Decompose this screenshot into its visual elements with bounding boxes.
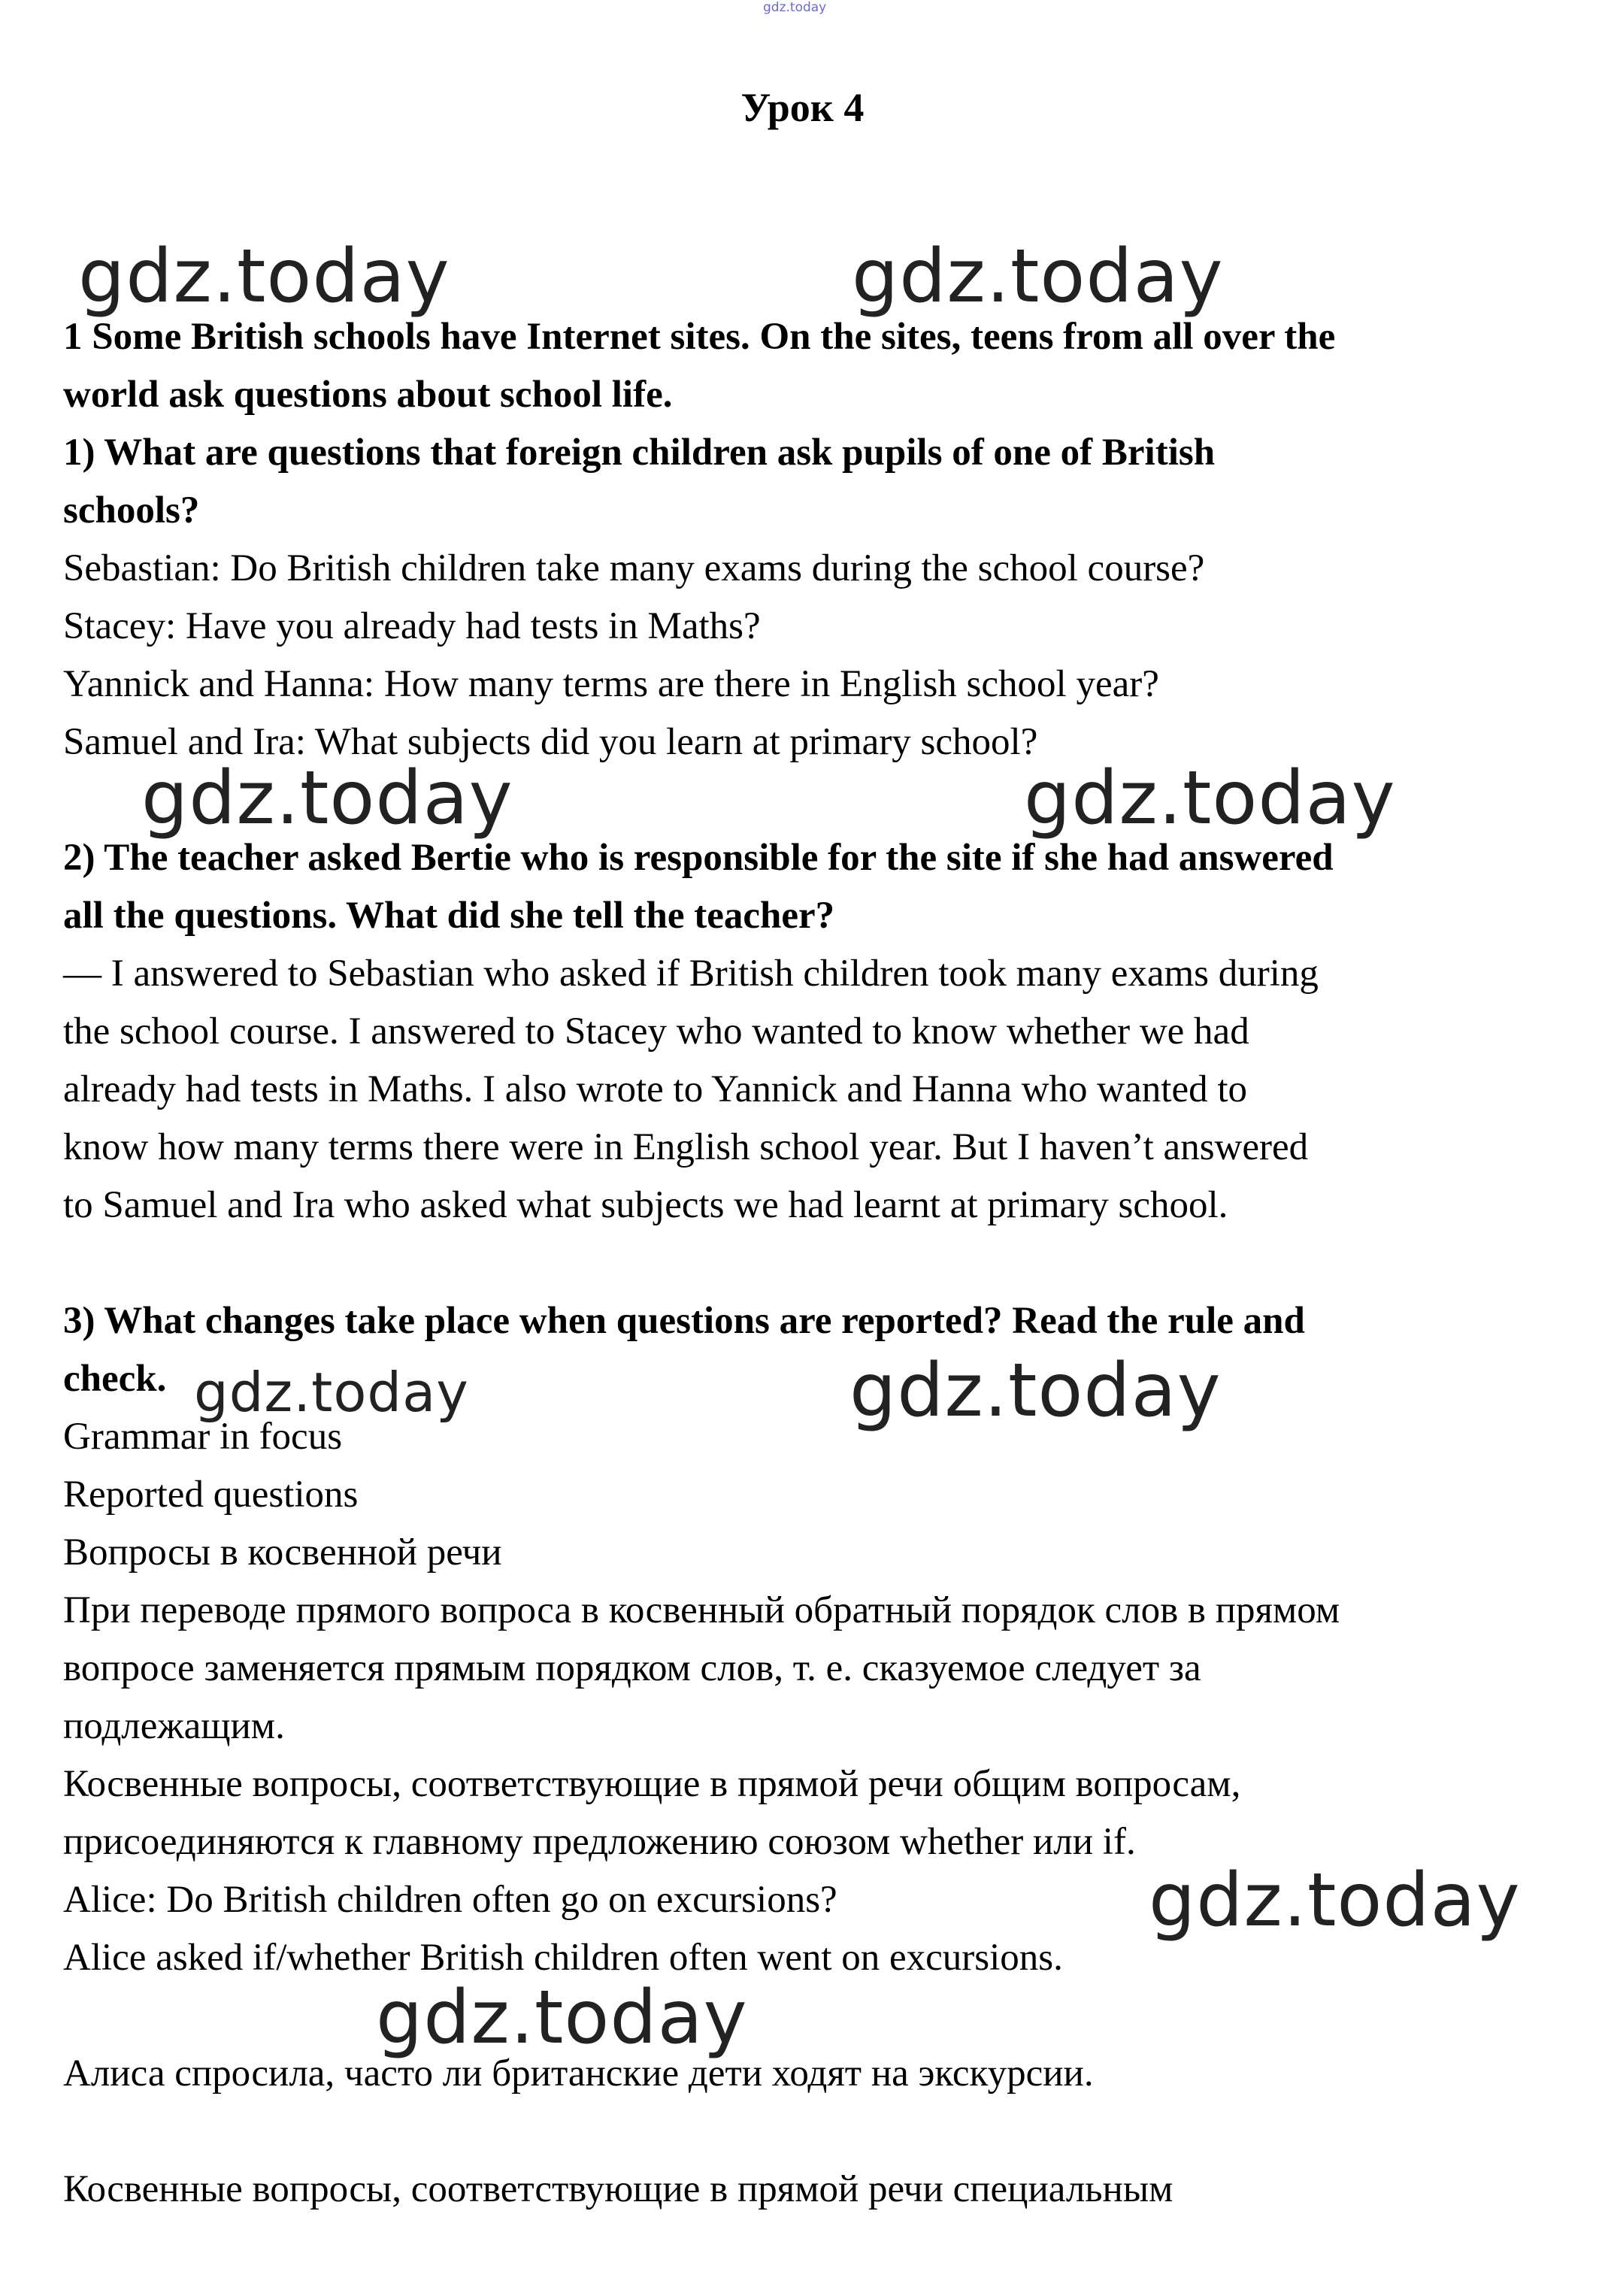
- answer-line: the school course. I answered to Stacey who wanted to know whether we had: [63, 1010, 1249, 1053]
- watermark: gdz.today: [194, 1361, 469, 1424]
- watermark: gdz.today: [852, 234, 1224, 320]
- section-label-reported: Reported questions: [63, 1474, 359, 1516]
- task-1-heading-line-2: world ask questions about school life.: [63, 374, 673, 416]
- example-reported: Alice asked if/whether British children often went on excursions.: [63, 1937, 1063, 1979]
- task-1-1-heading-line-2: schools?: [63, 489, 200, 532]
- answer-line: know how many terms there were in English school year. But I haven’t answered: [63, 1126, 1309, 1168]
- question-samuel-ira: Samuel and Ira: What subjects did you learn at primary school?: [63, 721, 1038, 763]
- section-label-russian: Вопросы в косвенной речи: [63, 1531, 502, 1574]
- rule-text-line: Косвенные вопросы, соответствующие в прямой речи специальным: [63, 2168, 1173, 2210]
- watermark: gdz.today: [1024, 756, 1396, 841]
- watermark: gdz.today: [849, 1348, 1222, 1434]
- rule-text-line: подлежащим.: [63, 1705, 285, 1747]
- rule-text-line: вопросе заменяется прямым порядком слов, т. е. сказуемое следует за: [63, 1647, 1201, 1689]
- task-3-heading-line-2: check.: [63, 1358, 167, 1400]
- task-1-1-heading-line-1: 1) What are questions that foreign children ask pupils of one of British: [63, 432, 1216, 474]
- answer-line: already had tests in Maths. I also wrote to Yannick and Hanna who wanted to: [63, 1068, 1247, 1110]
- rule-text-line: Косвенные вопросы, соответствующие в прямой речи общим вопросам,: [63, 1763, 1241, 1805]
- example-direct: Alice: Do British children often go on excursions?: [63, 1879, 837, 1921]
- question-stacey: Stacey: Have you already had tests in Maths?: [63, 605, 761, 647]
- watermark: gdz.today: [141, 756, 513, 841]
- watermark: gdz.today: [1149, 1858, 1521, 1943]
- watermark: gdz.today: [376, 1975, 748, 2061]
- answer-line: — I answered to Sebastian who asked if British children took many exams during: [63, 953, 1319, 995]
- rule-text-line: При переводе прямого вопроса в косвенный обратный порядок слов в прямом: [63, 1589, 1340, 1631]
- top-watermark: gdz.today: [763, 0, 827, 15]
- task-3-heading-line-1: 3) What changes take place when questions are reported? Read the rule and: [63, 1300, 1305, 1342]
- task-1-heading-line-1: 1 Some British schools have Internet sites. On the sites, teens from all over the: [63, 316, 1336, 358]
- question-yannick-hanna: Yannick and Hanna: How many terms are there in English school year?: [63, 663, 1159, 705]
- task-2-heading-line-1: 2) The teacher asked Bertie who is responsible for the site if she had answered: [63, 837, 1334, 879]
- lesson-title: Урок 4: [740, 85, 865, 130]
- section-label-grammar: Grammar in focus: [63, 1416, 343, 1458]
- rule-text-line: присоединяются к главному предложению союзом whether или if.: [63, 1821, 1136, 1863]
- question-sebastian: Sebastian: Do British children take many exams during the school course?: [63, 547, 1205, 589]
- watermark: gdz.today: [78, 234, 450, 320]
- example-translation: Алиса спросила, часто ли британские дети ходят на экскурсии.: [63, 2052, 1094, 2095]
- task-2-heading-line-2: all the questions. What did she tell the teacher?: [63, 895, 835, 937]
- answer-line: to Samuel and Ira who asked what subjects we had learnt at primary school.: [63, 1184, 1228, 1226]
